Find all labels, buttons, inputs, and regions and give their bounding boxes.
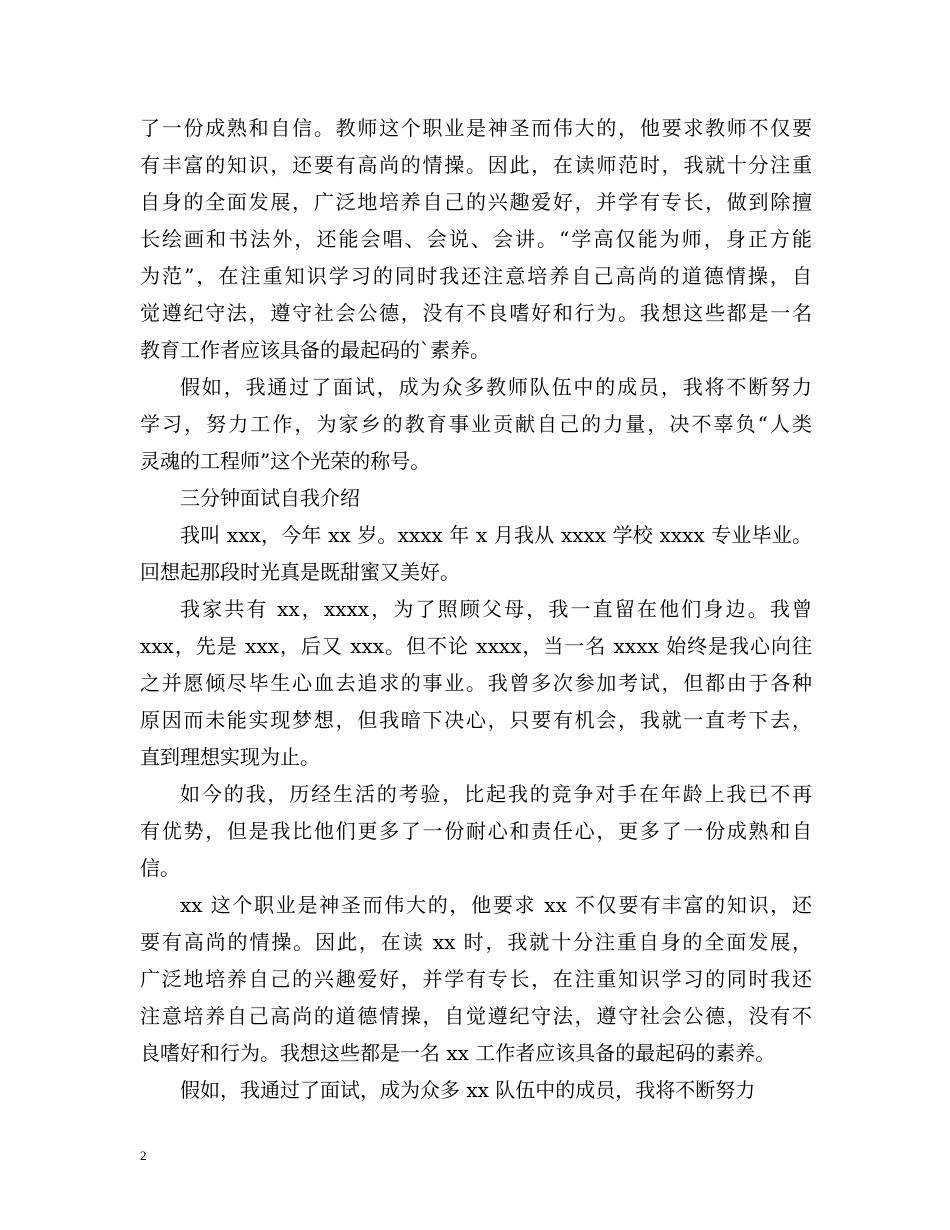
text-line: 注意培养自己高尚的道德情操，自觉遵纪守法，遵守社会公德，没有不 — [140, 1004, 812, 1028]
text-line: 有丰富的知识，还要有高尚的情操。因此，在读师范时，我就十分注重 — [140, 153, 812, 177]
text-line: 灵魂的工程师”这个光荣的称号。 — [140, 449, 431, 473]
text-line: 长绘画和书法外，还能会唱、会说、会讲。“学高仅能为师，身正方能 — [140, 227, 812, 251]
text-line: 教育工作者应该具备的最起码的`素养。 — [140, 338, 490, 362]
text-line: 良嗜好和行为。我想这些都是一名 xx 工作者应该具备的最起码的素养。 — [140, 1041, 776, 1065]
text-line: 要有高尚的情操。因此，在读 xx 时，我就十分注重自身的全面发展， — [140, 930, 812, 954]
text-line: 了一份成熟和自信。教师这个职业是神圣而伟大的，他要求教师不仅要 — [140, 116, 812, 140]
text-line: 学习，努力工作，为家乡的教育事业贡献自己的力量，决不辜负“人类 — [140, 412, 812, 436]
paragraph — [140, 110, 812, 369]
paragraph — [140, 1072, 812, 1109]
text-line: 有优势，但是我比他们更多了一份耐心和责任心，更多了一份成熟和自 — [140, 819, 812, 843]
paragraph — [140, 591, 812, 776]
text-line: 我家共有 xx，xxxx，为了照顾父母，我一直留在他们身边。我曾 — [180, 597, 812, 621]
text-line: 回想起那段时光真是既甜蜜又美好。 — [140, 560, 460, 584]
text-line: xx 这个职业是神圣而伟大的，他要求 xx 不仅要有丰富的知识，还 — [180, 893, 812, 917]
text-line: 为范”，在注重知识学习的同时我还注意培养自己高尚的道德情操，自 — [140, 264, 812, 288]
text-line: 自身的全面发展，广泛地培养自己的兴趣爱好，并学有专长，做到除擅 — [140, 190, 812, 214]
text-line: 我叫 xxx，今年 xx 岁。xxxx 年 x 月我从 xxxx 学校 xxxx 专业毕业。 — [180, 523, 812, 547]
text-line: xxx，先是 xxx，后又 xxx。但不论 xxxx，当一名 xxxx 始终是我心向往 — [140, 634, 812, 658]
text-line: 原因而未能实现梦想，但我暗下决心，只要有机会，我就一直考下去， — [140, 708, 812, 732]
text-line: 之并愿倾尽毕生心血去追求的事业。我曾多次参加考试，但都由于各种 — [140, 671, 812, 695]
text-line: 信。 — [140, 856, 180, 880]
paragraph — [140, 480, 812, 517]
paragraph — [140, 776, 812, 887]
text-line: 觉遵纪守法，遵守社会公德，没有不良嗜好和行为。我想这些都是一名 — [140, 301, 812, 325]
paragraph — [140, 887, 812, 1072]
paragraph — [140, 517, 812, 591]
text-line: 广泛地培养自己的兴趣爱好，并学有专长，在注重知识学习的同时我还 — [140, 967, 812, 991]
paragraph — [140, 369, 812, 480]
document-body — [140, 110, 812, 1109]
text-line: 直到理想实现为止。 — [140, 745, 320, 769]
text-line: 假如，我通过了面试，成为众多 xx 队伍中的成员，我将不断努力 — [180, 1078, 756, 1102]
page-number: 2 — [140, 1148, 147, 1163]
text-line: 三分钟面试自我介绍 — [180, 486, 360, 510]
text-line: 如今的我，历经生活的考验，比起我的竞争对手在年龄上我已不再 — [180, 782, 812, 806]
text-line: 假如，我通过了面试，成为众多教师队伍中的成员，我将不断努力 — [180, 375, 812, 399]
